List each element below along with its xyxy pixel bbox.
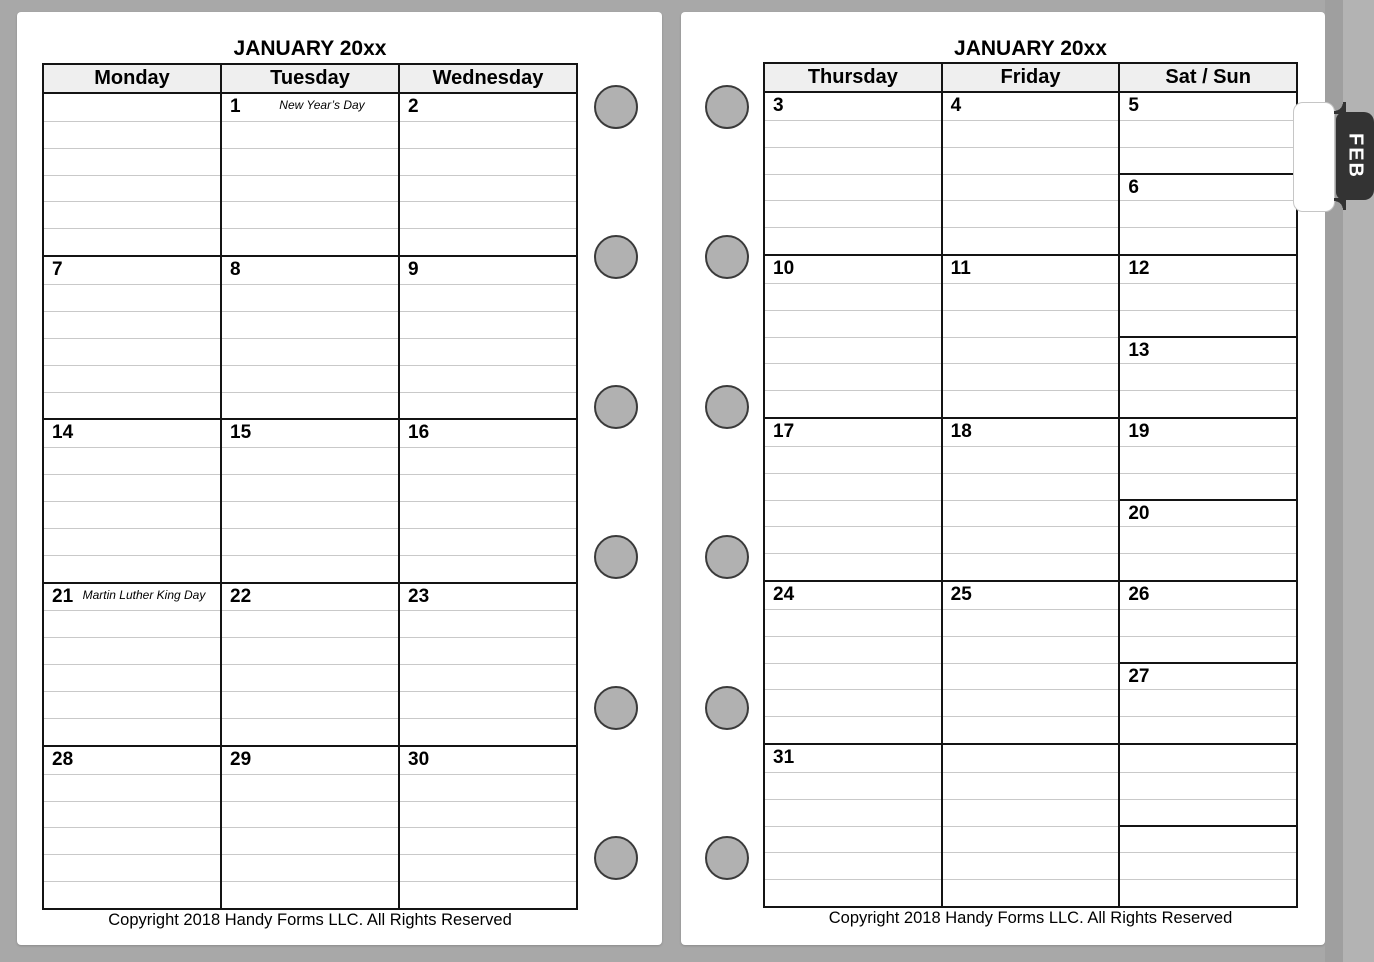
week-row — [44, 418, 576, 581]
day-cell-11 — [941, 256, 1119, 417]
writing-rule-line — [44, 148, 220, 149]
writing-rule-line — [222, 528, 398, 529]
binder-hole — [705, 535, 749, 579]
writing-rule-line — [44, 365, 220, 366]
writing-rule-line — [222, 555, 398, 556]
week-row — [44, 745, 576, 908]
writing-rule-line — [222, 827, 398, 828]
writing-rule-line — [44, 447, 220, 448]
binder-hole — [705, 836, 749, 880]
writing-rule-line — [1120, 852, 1296, 853]
right-page — [681, 12, 1325, 945]
binder-hole — [705, 385, 749, 429]
writing-rule-line — [400, 664, 576, 665]
writing-rule-line — [765, 390, 941, 391]
date-number-secondary: 13 — [1128, 339, 1150, 361]
writing-rule-line — [400, 637, 576, 638]
writing-rule-line — [400, 555, 576, 556]
copyright-text-right: Copyright 2018 Handy Forms LLC. All Rights Reserved — [828, 909, 1233, 927]
day-cell-15 — [220, 420, 398, 581]
date-number: 2 — [408, 96, 419, 117]
week-row — [765, 91, 1296, 254]
writing-rule-line — [765, 500, 941, 501]
weekend-split-line — [1120, 662, 1296, 664]
writing-rule-line — [765, 553, 941, 554]
writing-rule-line — [1120, 363, 1296, 364]
writing-rule-line — [44, 175, 220, 176]
writing-rule-line — [943, 337, 1119, 338]
writing-rule-line — [943, 390, 1119, 391]
writing-rule-line — [765, 826, 941, 827]
date-number-secondary: 27 — [1128, 665, 1150, 687]
week-row — [765, 743, 1296, 906]
writing-rule-line — [765, 363, 941, 364]
writing-rule-line — [400, 175, 576, 176]
writing-rule-line — [400, 881, 576, 882]
week-row — [44, 92, 576, 255]
writing-rule-line — [943, 553, 1119, 554]
date-number: 16 — [408, 422, 430, 444]
week-row — [44, 582, 576, 745]
writing-rule-line — [765, 526, 941, 527]
writing-rule-line — [222, 148, 398, 149]
binder-hole — [594, 686, 638, 730]
week-row — [765, 580, 1296, 743]
day-header-thursday: Thursday — [807, 66, 898, 88]
writing-rule-line — [400, 148, 576, 149]
writing-rule-line — [400, 774, 576, 775]
day-cell-28 — [44, 747, 220, 908]
date-number: 23 — [408, 585, 430, 607]
holiday-label: Martin Luther King Day — [82, 587, 206, 602]
writing-rule-line — [400, 392, 576, 393]
day-cell-12-13 — [1118, 256, 1296, 417]
writing-rule-line — [44, 121, 220, 122]
writing-rule-line — [222, 311, 398, 312]
day-cell-14 — [44, 420, 220, 581]
writing-rule-line — [44, 827, 220, 828]
writing-rule-line — [400, 801, 576, 802]
month-title-left: JANUARY 20xx — [233, 37, 387, 60]
writing-rule-line — [943, 363, 1119, 364]
writing-rule-line — [765, 663, 941, 664]
binder-hole — [594, 535, 638, 579]
weekend-split-line — [1120, 173, 1296, 175]
writing-rule-line — [400, 311, 576, 312]
binder-hole — [705, 686, 749, 730]
writing-rule-line — [1120, 526, 1296, 527]
binder-hole — [705, 235, 749, 279]
writing-rule-line — [943, 174, 1119, 175]
writing-rule-line — [943, 826, 1119, 827]
writing-rule-line — [44, 881, 220, 882]
tab-feb-label: FEB — [1344, 133, 1367, 179]
writing-rule-line — [400, 610, 576, 611]
writing-rule-line — [222, 474, 398, 475]
date-number: 28 — [52, 748, 74, 770]
date-number: 19 — [1128, 421, 1150, 442]
holiday-label: New Year’s Day — [279, 98, 365, 112]
writing-rule-line — [44, 201, 220, 202]
date-number-secondary: 20 — [1128, 502, 1150, 524]
date-number-secondary: 6 — [1128, 176, 1139, 198]
date-number: 21 — [52, 585, 74, 607]
date-number: 4 — [950, 95, 962, 116]
calendar-grid-left — [42, 63, 578, 910]
writing-rule-line — [222, 175, 398, 176]
writing-rule-line — [44, 474, 220, 475]
date-number: 14 — [52, 422, 74, 444]
writing-rule-line — [222, 801, 398, 802]
writing-rule-line — [765, 283, 941, 284]
writing-rule-line — [400, 528, 576, 529]
copyright-text-left: Copyright 2018 Handy Forms LLC. All Rights Reserved — [108, 911, 512, 929]
writing-rule-line — [222, 121, 398, 122]
writing-rule-line — [400, 121, 576, 122]
writing-rule-line — [44, 555, 220, 556]
writing-rule-line — [943, 772, 1119, 773]
writing-rule-line — [222, 718, 398, 719]
writing-rule-line — [765, 337, 941, 338]
binder-hole — [594, 385, 638, 429]
day-cell-empty — [44, 94, 220, 255]
day-cell-25 — [941, 582, 1119, 743]
writing-rule-line — [943, 310, 1119, 311]
writing-rule-line — [400, 365, 576, 366]
writing-rule-line — [1120, 636, 1296, 637]
day-cell-7 — [44, 257, 220, 418]
writing-rule-line — [765, 120, 941, 121]
writing-rule-line — [1120, 446, 1296, 447]
writing-rule-line — [1120, 200, 1296, 201]
writing-rule-line — [44, 528, 220, 529]
writing-rule-line — [943, 200, 1119, 201]
writing-rule-line — [765, 446, 941, 447]
day-cell-5-6 — [1118, 93, 1296, 254]
day-cell-3 — [765, 93, 941, 254]
writing-rule-line — [1120, 553, 1296, 554]
date-number: 29 — [230, 748, 252, 770]
writing-rule-line — [1120, 390, 1296, 391]
day-cell-21 — [44, 584, 220, 745]
writing-rule-line — [943, 689, 1119, 690]
writing-rule-line — [1120, 799, 1296, 800]
week-row — [44, 255, 576, 418]
writing-rule-line — [222, 365, 398, 366]
date-number: 8 — [230, 259, 241, 281]
weekday-header-row — [44, 65, 576, 92]
writing-rule-line — [943, 609, 1119, 610]
writing-rule-line — [400, 228, 576, 229]
tab-backing-card — [1293, 102, 1335, 212]
writing-rule-line — [943, 473, 1119, 474]
writing-rule-line — [943, 446, 1119, 447]
month-title-right: JANUARY 20xx — [954, 37, 1107, 60]
writing-rule-line — [765, 174, 941, 175]
date-number: 15 — [230, 422, 252, 444]
day-cell-22 — [220, 584, 398, 745]
day-cell-23 — [398, 584, 576, 745]
writing-rule-line — [400, 447, 576, 448]
date-number: 3 — [773, 95, 784, 116]
writing-rule-line — [765, 147, 941, 148]
binder-hole — [594, 235, 638, 279]
writing-rule-line — [765, 609, 941, 610]
day-cell-10 — [765, 256, 941, 417]
writing-rule-line — [222, 774, 398, 775]
date-number: 18 — [950, 421, 972, 442]
writing-rule-line — [943, 799, 1119, 800]
date-number: 9 — [408, 259, 419, 281]
day-cell-18 — [941, 419, 1119, 580]
writing-rule-line — [943, 716, 1119, 717]
writing-rule-line — [1120, 716, 1296, 717]
day-cell-24 — [765, 582, 941, 743]
weekend-split-line — [1120, 336, 1296, 338]
date-number: 26 — [1128, 584, 1150, 605]
week-row — [765, 417, 1296, 580]
date-number: 12 — [1128, 258, 1150, 279]
writing-rule-line — [765, 473, 941, 474]
writing-rule-line — [44, 664, 220, 665]
day-header-tuesday: Tuesday — [220, 65, 398, 92]
writing-rule-line — [1120, 473, 1296, 474]
day-cell-16 — [398, 420, 576, 581]
date-number: 25 — [950, 584, 972, 605]
date-number: 24 — [773, 584, 795, 605]
writing-rule-line — [943, 879, 1119, 880]
writing-rule-line — [1120, 310, 1296, 311]
writing-rule-line — [44, 228, 220, 229]
writing-rule-line — [765, 310, 941, 311]
writing-rule-line — [765, 852, 941, 853]
writing-rule-line — [222, 284, 398, 285]
day-cell-1 — [220, 94, 398, 255]
day-cell-17 — [765, 419, 941, 580]
writing-rule-line — [1120, 609, 1296, 610]
weekday-header-row — [765, 64, 1296, 91]
writing-rule-line — [44, 501, 220, 502]
writing-rule-line — [400, 854, 576, 855]
writing-rule-line — [943, 147, 1119, 148]
writing-rule-line — [400, 474, 576, 475]
writing-rule-line — [222, 338, 398, 339]
tab-feb[interactable] — [1336, 112, 1374, 200]
day-cell-31 — [765, 745, 941, 906]
writing-rule-line — [1120, 120, 1296, 121]
writing-rule-line — [222, 228, 398, 229]
binder-hole — [594, 836, 638, 880]
day-cell-26-27 — [1118, 582, 1296, 743]
date-number: 1 — [230, 96, 241, 117]
day-cell-8 — [220, 257, 398, 418]
writing-rule-line — [943, 227, 1119, 228]
weekend-split-line — [1120, 825, 1296, 827]
writing-rule-line — [222, 610, 398, 611]
writing-rule-line — [400, 501, 576, 502]
day-header-friday: Friday — [941, 64, 1119, 91]
writing-rule-line — [222, 881, 398, 882]
writing-rule-line — [44, 392, 220, 393]
writing-rule-line — [400, 201, 576, 202]
date-number: 11 — [950, 258, 971, 279]
writing-rule-line — [44, 691, 220, 692]
day-cell-29 — [220, 747, 398, 908]
writing-rule-line — [1120, 227, 1296, 228]
writing-rule-line — [765, 227, 941, 228]
day-header-monday: Monday — [94, 67, 170, 89]
writing-rule-line — [222, 201, 398, 202]
writing-rule-line — [765, 716, 941, 717]
writing-rule-line — [765, 772, 941, 773]
writing-rule-line — [1120, 689, 1296, 690]
writing-rule-line — [44, 284, 220, 285]
date-number: 17 — [773, 421, 795, 442]
date-number: 7 — [52, 259, 63, 281]
writing-rule-line — [943, 526, 1119, 527]
day-cell-9 — [398, 257, 576, 418]
left-page — [17, 12, 662, 945]
writing-rule-line — [943, 663, 1119, 664]
writing-rule-line — [943, 500, 1119, 501]
writing-rule-line — [765, 636, 941, 637]
day-cell-2 — [398, 94, 576, 255]
writing-rule-line — [44, 854, 220, 855]
binder-hole — [594, 85, 638, 129]
writing-rule-line — [1120, 879, 1296, 880]
day-header-wednesday: Wednesday — [398, 65, 576, 92]
weekend-split-line — [1120, 499, 1296, 501]
writing-rule-line — [400, 338, 576, 339]
day-cell-empty — [941, 745, 1119, 906]
writing-rule-line — [44, 718, 220, 719]
calendar-grid-right — [763, 62, 1298, 908]
writing-rule-line — [222, 392, 398, 393]
writing-rule-line — [765, 799, 941, 800]
day-cell-4 — [941, 93, 1119, 254]
binder-hole — [705, 85, 749, 129]
writing-rule-line — [1120, 772, 1296, 773]
writing-rule-line — [1120, 147, 1296, 148]
day-cell-empty-split — [1118, 745, 1296, 906]
day-header-sat-sun: Sat / Sun — [1118, 64, 1296, 91]
writing-rule-line — [943, 120, 1119, 121]
writing-rule-line — [222, 691, 398, 692]
writing-rule-line — [765, 879, 941, 880]
writing-rule-line — [943, 852, 1119, 853]
date-number: 30 — [408, 748, 430, 770]
writing-rule-line — [400, 718, 576, 719]
writing-rule-line — [1120, 283, 1296, 284]
writing-rule-line — [44, 338, 220, 339]
writing-rule-line — [765, 200, 941, 201]
day-cell-19-20 — [1118, 419, 1296, 580]
date-number: 5 — [1128, 95, 1139, 116]
writing-rule-line — [44, 610, 220, 611]
writing-rule-line — [44, 311, 220, 312]
writing-rule-line — [44, 801, 220, 802]
day-cell-30 — [398, 747, 576, 908]
writing-rule-line — [222, 447, 398, 448]
writing-rule-line — [943, 636, 1119, 637]
date-number: 10 — [773, 258, 795, 279]
date-number: 31 — [773, 747, 795, 768]
writing-rule-line — [44, 774, 220, 775]
writing-rule-line — [400, 827, 576, 828]
writing-rule-line — [222, 637, 398, 638]
writing-rule-line — [400, 284, 576, 285]
writing-rule-line — [943, 283, 1119, 284]
writing-rule-line — [222, 854, 398, 855]
writing-rule-line — [222, 664, 398, 665]
writing-rule-line — [44, 637, 220, 638]
writing-rule-line — [400, 691, 576, 692]
writing-rule-line — [765, 689, 941, 690]
date-number: 22 — [230, 585, 252, 607]
week-row — [765, 254, 1296, 417]
writing-rule-line — [222, 501, 398, 502]
